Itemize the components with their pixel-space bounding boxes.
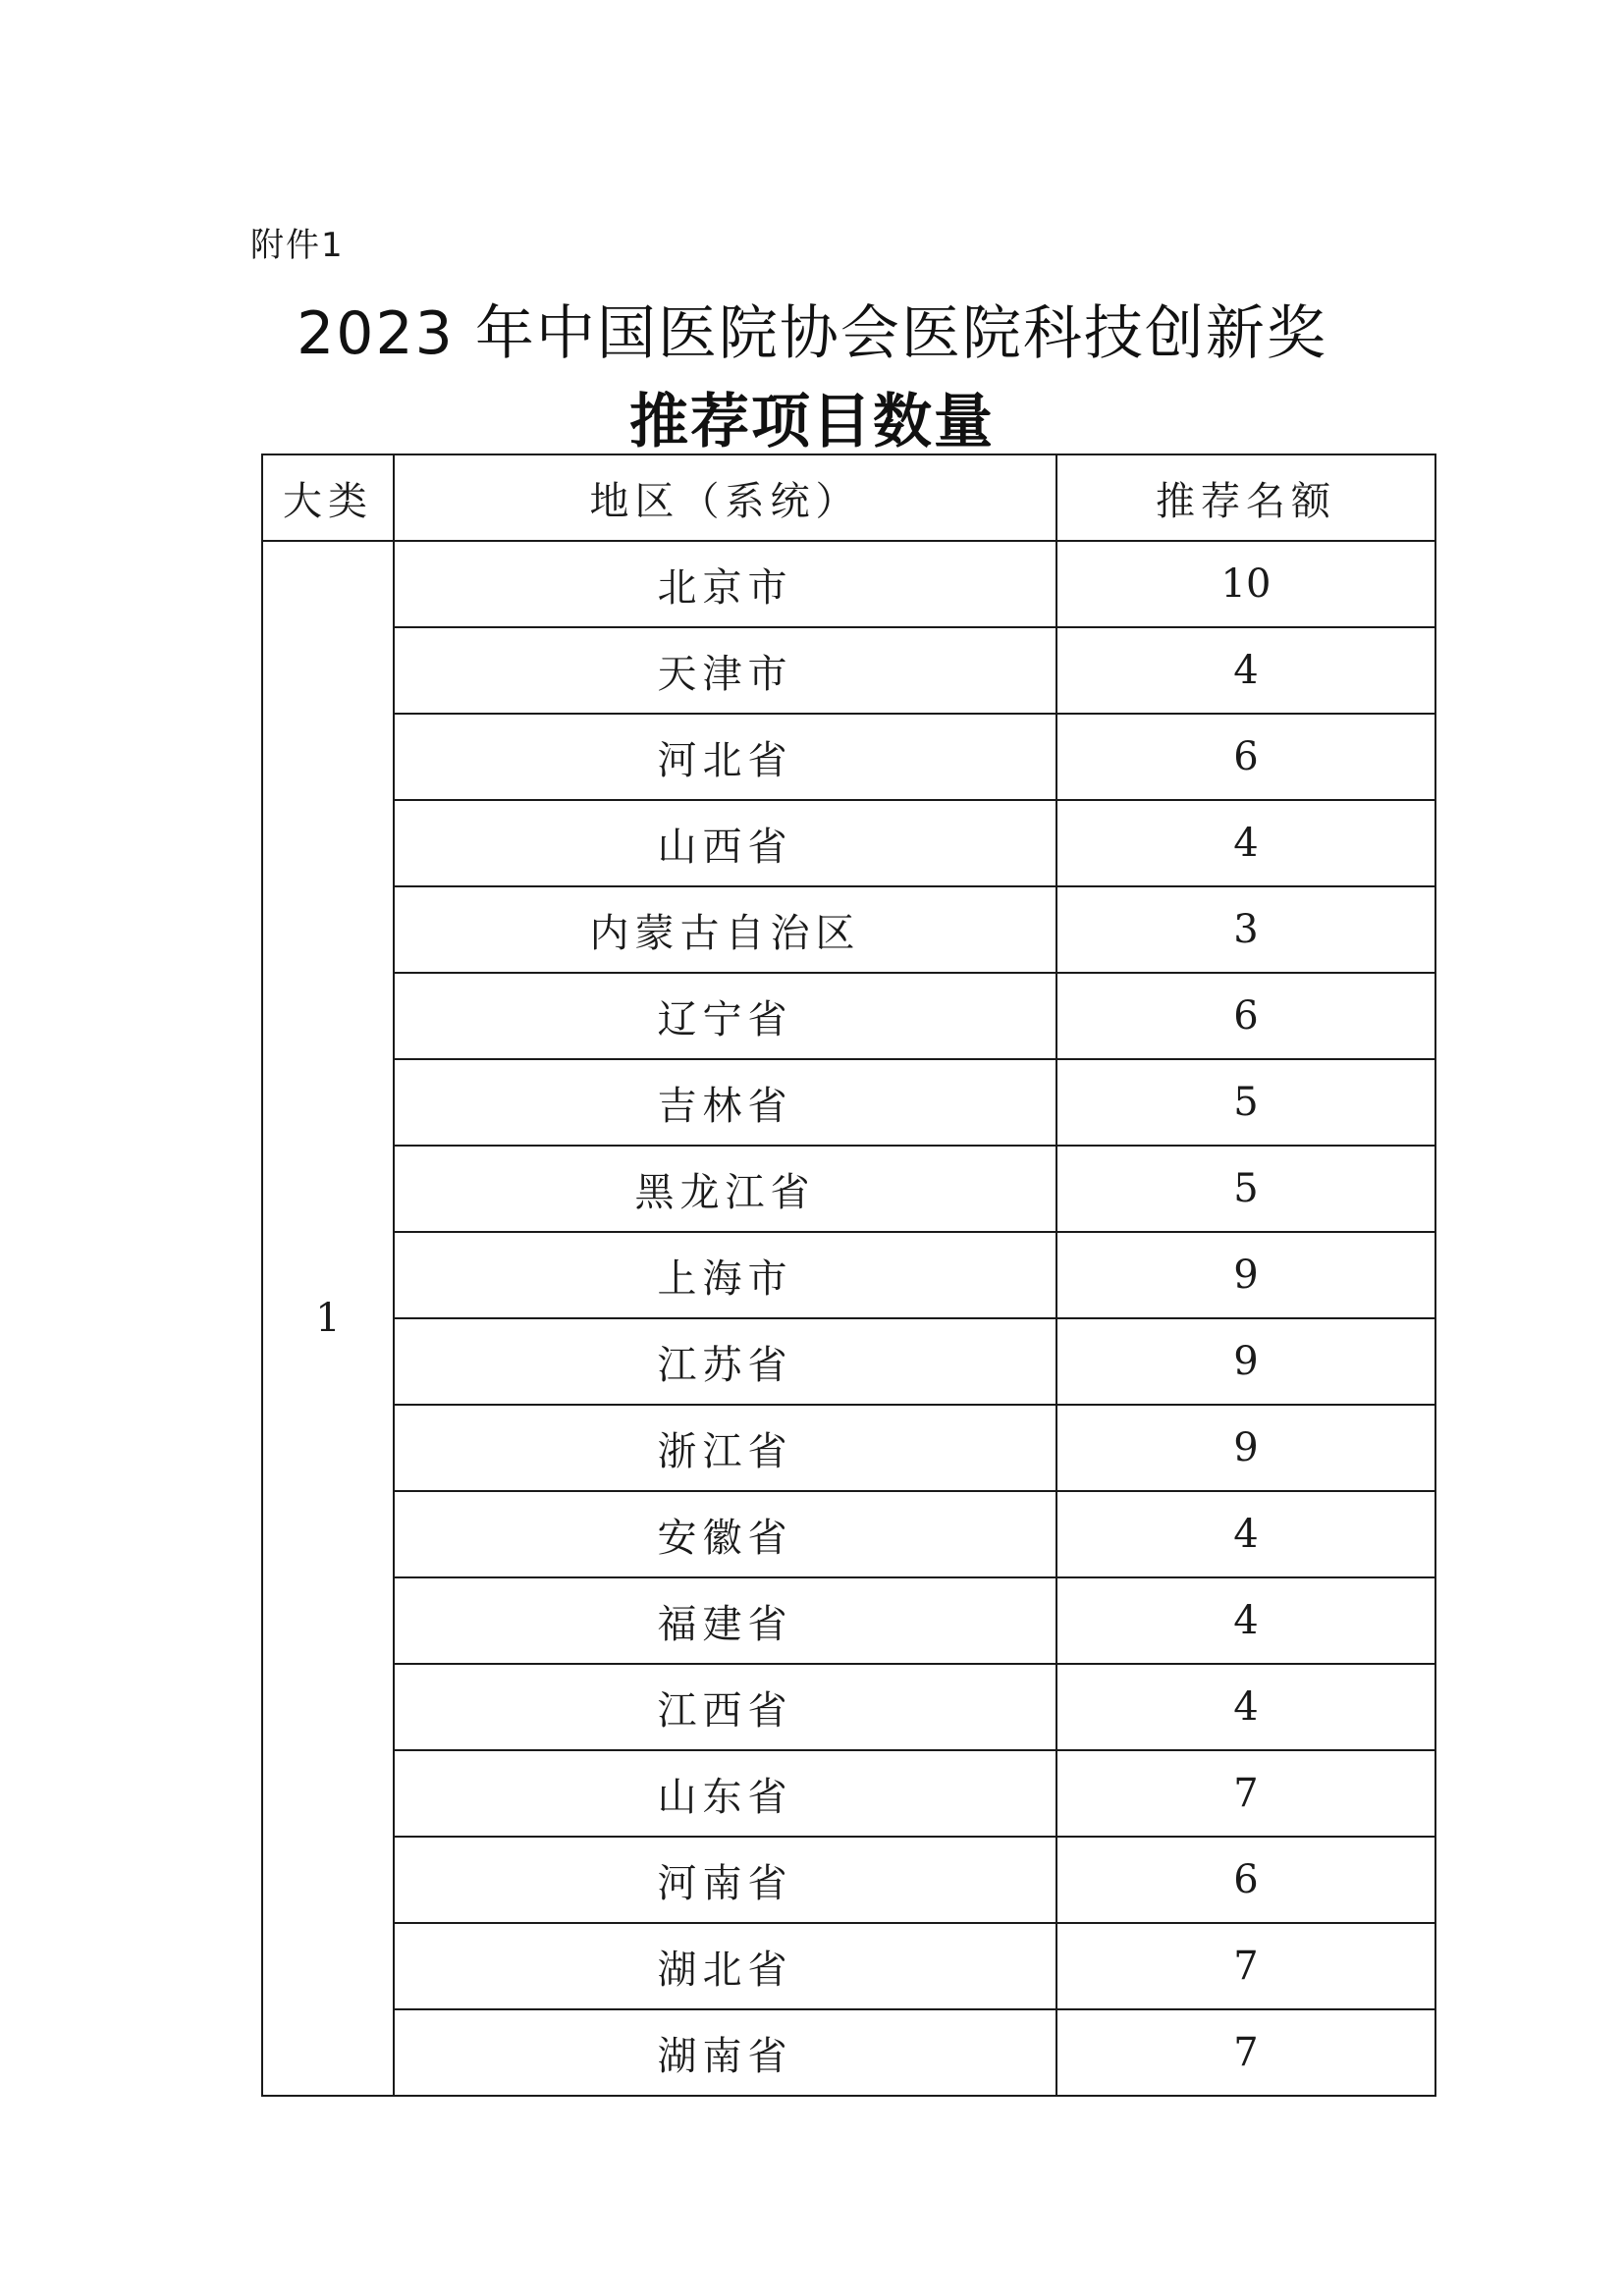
header-quota: 推荐名额 — [1056, 454, 1435, 541]
table-row — [262, 973, 1435, 1059]
table-row — [262, 1664, 1435, 1750]
region-cell: 河北省 — [394, 714, 1056, 800]
region-cell: 山东省 — [394, 1750, 1056, 1837]
region-cell: 江西省 — [394, 1664, 1056, 1750]
table-row — [262, 1750, 1435, 1837]
quota-table — [261, 454, 1436, 2097]
table-row — [262, 1318, 1435, 1405]
table-row — [262, 1923, 1435, 2009]
region-cell: 福建省 — [394, 1577, 1056, 1664]
table-body — [262, 541, 1435, 2096]
table-row — [262, 1059, 1435, 1146]
table-row — [262, 1837, 1435, 1923]
quota-cell: 7 — [1056, 1923, 1435, 2009]
region-cell: 吉林省 — [394, 1059, 1056, 1146]
table-row — [262, 1232, 1435, 1318]
quota-cell: 9 — [1056, 1405, 1435, 1491]
table-row — [262, 627, 1435, 714]
quota-cell: 5 — [1056, 1146, 1435, 1232]
quota-cell: 4 — [1056, 1664, 1435, 1750]
quota-cell: 6 — [1056, 973, 1435, 1059]
document-title-line2: 推荐项目数量 — [629, 388, 995, 456]
region-cell: 山西省 — [394, 800, 1056, 886]
table-row — [262, 1146, 1435, 1232]
quota-cell: 7 — [1056, 2009, 1435, 2096]
quota-cell: 7 — [1056, 1750, 1435, 1837]
region-cell: 天津市 — [394, 627, 1056, 714]
table-header-row — [262, 454, 1435, 541]
region-cell: 湖北省 — [394, 1923, 1056, 2009]
quota-cell: 9 — [1056, 1318, 1435, 1405]
region-cell: 河南省 — [394, 1837, 1056, 1923]
table-row — [262, 714, 1435, 800]
attachment-label: 附件1 — [250, 226, 345, 265]
quota-cell: 9 — [1056, 1232, 1435, 1318]
quota-cell: 6 — [1056, 1837, 1435, 1923]
region-cell: 上海市 — [394, 1232, 1056, 1318]
quota-cell: 5 — [1056, 1059, 1435, 1146]
table-row — [262, 541, 1435, 627]
table-row — [262, 800, 1435, 886]
quota-cell: 6 — [1056, 714, 1435, 800]
document-title-line1: 2023 年中国医院协会医院科技创新奖 — [297, 299, 1327, 368]
header-category: 大类 — [262, 454, 394, 541]
table-row — [262, 2009, 1435, 2096]
quota-cell: 10 — [1056, 541, 1435, 627]
region-cell: 浙江省 — [394, 1405, 1056, 1491]
table-row — [262, 1405, 1435, 1491]
region-cell: 安徽省 — [394, 1491, 1056, 1577]
quota-cell: 4 — [1056, 800, 1435, 886]
region-cell: 内蒙古自治区 — [394, 886, 1056, 973]
quota-cell: 3 — [1056, 886, 1435, 973]
header-region: 地区（系统） — [394, 454, 1056, 541]
quota-cell: 4 — [1056, 1577, 1435, 1664]
quota-cell: 4 — [1056, 627, 1435, 714]
region-cell: 湖南省 — [394, 2009, 1056, 2096]
region-cell: 黑龙江省 — [394, 1146, 1056, 1232]
category-cell: 1 — [262, 541, 394, 2096]
table-row — [262, 886, 1435, 973]
region-cell: 辽宁省 — [394, 973, 1056, 1059]
quota-cell: 4 — [1056, 1491, 1435, 1577]
table-row — [262, 1577, 1435, 1664]
region-cell: 北京市 — [394, 541, 1056, 627]
region-cell: 江苏省 — [394, 1318, 1056, 1405]
table-row — [262, 1491, 1435, 1577]
